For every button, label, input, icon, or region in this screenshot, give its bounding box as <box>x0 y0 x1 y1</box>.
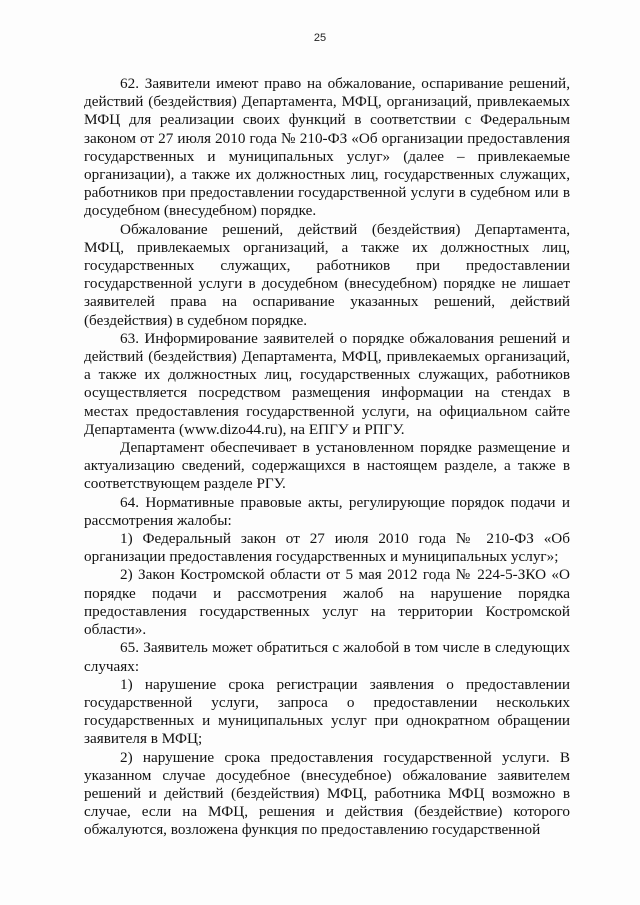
paragraph-65: 65. Заявитель может обратиться с жалобой в том числе в следующих случаях: <box>84 639 570 675</box>
paragraph-64: 64. Нормативные правовые акты, регулирующие порядок подачи и рассмотрения жалобы: <box>84 493 570 529</box>
paragraph-62: 62. Заявители имеют право на обжалование, оспаривание решений, действий (бездействия) Департамента, МФЦ, организаций, привлекаемых МФЦ для реализации своих функций в соответствии с Федеральным законом от 27 июля 2010 года № 210-ФЗ «Об организации предоставления государственных и муниципальных услуг» (далее – привлекаемые организации), а также их должностных лиц, государственных служащих, работников при предоставлении государственной услуги в судебном или в досудебном (внесудебном) порядке. <box>84 75 570 220</box>
document-body <box>84 75 570 840</box>
paragraph-63: 63. Информирование заявителей о порядке обжалования решений и действий (бездействия) Департамента, МФЦ, привлекаемых организаций, а также их должностных лиц, государственных служащих, работников осуществляется посредством размещения информации на стендах в местах предоставления государственной услуги, на официальном сайте Департамента (www.dizo44.ru), на ЕПГУ и РПГУ. <box>84 329 570 438</box>
list-item-regional-law: 2) Закон Костромской области от 5 мая 2012 года № 224-5-ЗКО «О порядке подачи и рассмотрения жалоб на нарушение порядка предоставления государственных услуг на территории Костромской области». <box>84 566 570 639</box>
page-number: 25 <box>313 32 327 44</box>
list-item-registration-violation: 1) нарушение срока регистрации заявления о предоставлении государственной услуги, запроса о предоставлении нескольких государственных и муниципальных услуг при однократном обращении заявителя в МФЦ; <box>84 675 570 748</box>
paragraph-information-update: Департамент обеспечивает в установленном порядке размещение и актуализацию сведений, содержащихся в настоящем разделе, а также в соответствующем разделе РГУ. <box>84 439 570 493</box>
list-item-federal-law: 1) Федеральный закон от 27 июля 2010 года № 210-ФЗ «Об организации предоставления государственных и муниципальных услуг»; <box>84 530 570 566</box>
paragraph-appeal-rights: Обжалование решений, действий (бездействия) Департамента, МФЦ, привлекаемых организаций, а также их должностных лиц, государственных служащих, работников при предоставлении государственной услуги в досудебном (внесудебном) порядке не лишает заявителей права на оспаривание указанных решений, действий (бездействия) в судебном порядке. <box>84 220 570 329</box>
list-item-deadline-violation: 2) нарушение срока предоставления государственной услуги. В указанном случае досудебное (внесудебное) обжалование заявителем решений и действий (бездействия) МФЦ, работника МФЦ возможно в случае, если на МФЦ, решения и действия (бездействие) которого обжалуются, возложена функция по предоставлению государственной <box>84 748 570 839</box>
